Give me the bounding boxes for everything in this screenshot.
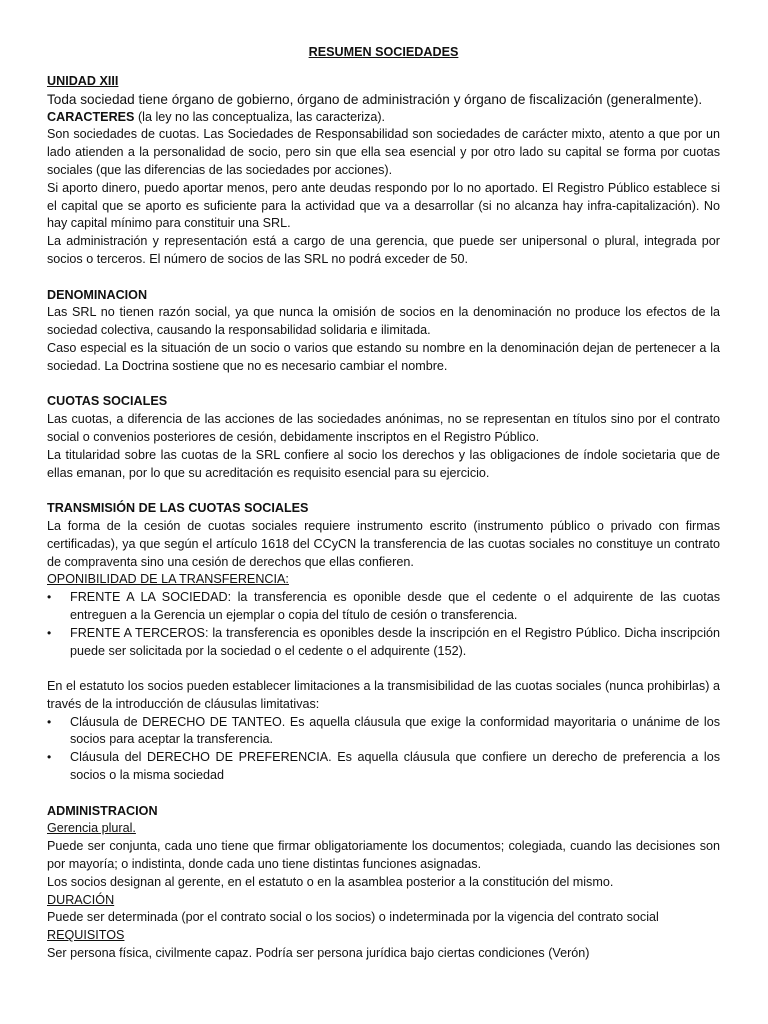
section-cuotas: [47, 393, 720, 482]
paragraph: Caso especial es la situación de un socio o varios que estando su nombre en la denominación dejan de pertenecer a la sociedad. La Doctrina sostiene que no es necesario cambiar el nombre.: [47, 340, 720, 373]
section-heading-administracion: ADMINISTRACION: [47, 803, 158, 818]
paragraph: En el estatuto los socios pueden establecer limitaciones a la transmisibilidad de las cuotas sociales (nunca prohibirlas) a través de la introducción de cláusulas limitativas:: [47, 679, 720, 711]
section-heading-transmision: TRANSMISIÓN DE LAS CUOTAS SOCIALES: [47, 501, 309, 516]
subheading-duracion: DURACIÓN: [47, 892, 115, 907]
paragraph: Las SRL no tienen razón social, ya que nunca la omisión de socios en la denominación no produce los efectos de la sociedad colectiva, causando la responsabilidad solidaria e ilimitada.: [47, 305, 720, 338]
list-item-text: Cláusula del DERECHO DE PREFERENCIA. Es aquella cláusula que confiere un derecho de preferencia a los socios o la misma sociedad: [70, 750, 720, 783]
section-heading-unidad: UNIDAD XIII: [47, 73, 119, 88]
bullet-icon: •: [47, 590, 52, 605]
subheading-oponibilidad: OPONIBILIDAD DE LA TRANSFERENCIA:: [47, 572, 289, 587]
paragraph: Puede ser determinada (por el contrato social o los socios) o indeterminada por la vigencia del contrato social: [47, 910, 659, 925]
bullet-icon: •: [47, 714, 52, 729]
list-item-text: FRENTE A TERCEROS: la transferencia es oponibles desde la inscripción en el Registro Público. Dicha inscripción puede ser solicitada por la sociedad o el cedente o el adquirente (152).: [70, 625, 720, 658]
section-transmision: [47, 500, 720, 785]
paragraph: Ser persona física, civilmente capaz. Podría ser persona jurídica bajo ciertas condiciones (Verón): [47, 946, 590, 961]
paragraph: La forma de la cesión de cuotas sociales requiere instrumento escrito (instrumento público o privado con firmas certificadas), ya que según el artículo 1618 del CCyCN la transferencia de las cuotas sociales no constituye un contrato de compraventa sino una cesión de derechos que ellas confieren.: [47, 518, 720, 569]
caracteres-text: (la ley no las conceptualiza, las caracteriza).: [134, 109, 386, 124]
section-administracion: [47, 803, 720, 963]
document-page: [47, 44, 720, 963]
list-item: [47, 589, 720, 625]
paragraph: Puede ser conjunta, cada uno tiene que firmar obligatoriamente los documentos; colegiada, cuando las decisiones son por mayoría; o indistinta, donde cada uno tiene distintas funciones asignadas.: [47, 839, 720, 872]
bullet-icon: •: [47, 750, 52, 765]
paragraph: Si aporto dinero, puedo aportar menos, pero ante deudas respondo por lo no aportado. El Registro Público establece si el capital que se aporto es suficiente para la actividad que va a desarrollar (si no alcanza hay infra-capitalización). No hay capital mínimo para constituir una SRL.: [47, 180, 720, 231]
paragraph-intro: Toda sociedad tiene órgano de gobierno, órgano de administración y órgano de fiscalización (generalmente).: [47, 91, 703, 107]
list-item: [47, 714, 720, 750]
paragraph: Las cuotas, a diferencia de las acciones de las sociedades anónimas, no se representan en títulos sino por el contrato social o convenios posteriores de cesión, debidamente inscriptos en el Registro Público.: [47, 412, 720, 444]
spacer: [47, 785, 720, 803]
paragraph: Son sociedades de cuotas. Las Sociedades de Responsabilidad son sociedades de carácter mixto, atento a que por un lado atienden a la personalidad de socio, pero sin que ella sea esencial y por otro lado su capital se forma por cuotas sociales (que las diferencias de las sociedades por acciones).: [47, 127, 720, 177]
paragraph: Los socios designan al gerente, en el estatuto o en la asamblea posterior a la constitución del mismo.: [47, 874, 614, 889]
bullet-list-oponibilidad: [47, 589, 720, 660]
section-heading-denominacion: DENOMINACION: [47, 287, 148, 302]
spacer: [47, 376, 720, 394]
spacer: [47, 269, 720, 287]
caracteres-label: CARACTERES: [47, 109, 135, 124]
subheading-requisitos: REQUISITOS: [47, 928, 125, 943]
subheading-gerencia: Gerencia plural.: [47, 821, 136, 836]
section-denominacion: [47, 287, 720, 376]
list-item-text: FRENTE A LA SOCIEDAD: la transferencia es oponible desde que el cedente o el adquirente de las cuotas entreguen a la Gerencia un ejemplar o copia del título de cesión o transferencia.: [70, 590, 720, 622]
paragraph-caracteres: [47, 109, 720, 127]
document-title: RESUMEN SOCIEDADES: [308, 45, 459, 59]
bullet-list-clausulas: [47, 714, 720, 785]
section-unidad: [47, 73, 720, 269]
list-item: [47, 749, 720, 785]
spacer: [47, 482, 720, 500]
paragraph: La titularidad sobre las cuotas de la SRL confiere al socio los derechos y las obligaciones de índole societaria que de ellas emanan, por lo que su acreditación es requisito esencial para su ejercicio.: [47, 447, 720, 480]
section-heading-cuotas: CUOTAS SOCIALES: [47, 394, 168, 409]
list-item: [47, 625, 720, 661]
list-item-text: Cláusula de DERECHO DE TANTEO. Es aquella cláusula que exige la conformidad mayoritaria o unánime de los socios para aceptar la transferencia.: [70, 714, 720, 747]
paragraph: La administración y representación está a cargo de una gerencia, que puede ser unipersonal o plural, integrada por socios o terceros. El número de socios de las SRL no podrá exceder de 50.: [47, 234, 720, 266]
bullet-icon: •: [47, 625, 52, 640]
spacer: [47, 660, 720, 678]
